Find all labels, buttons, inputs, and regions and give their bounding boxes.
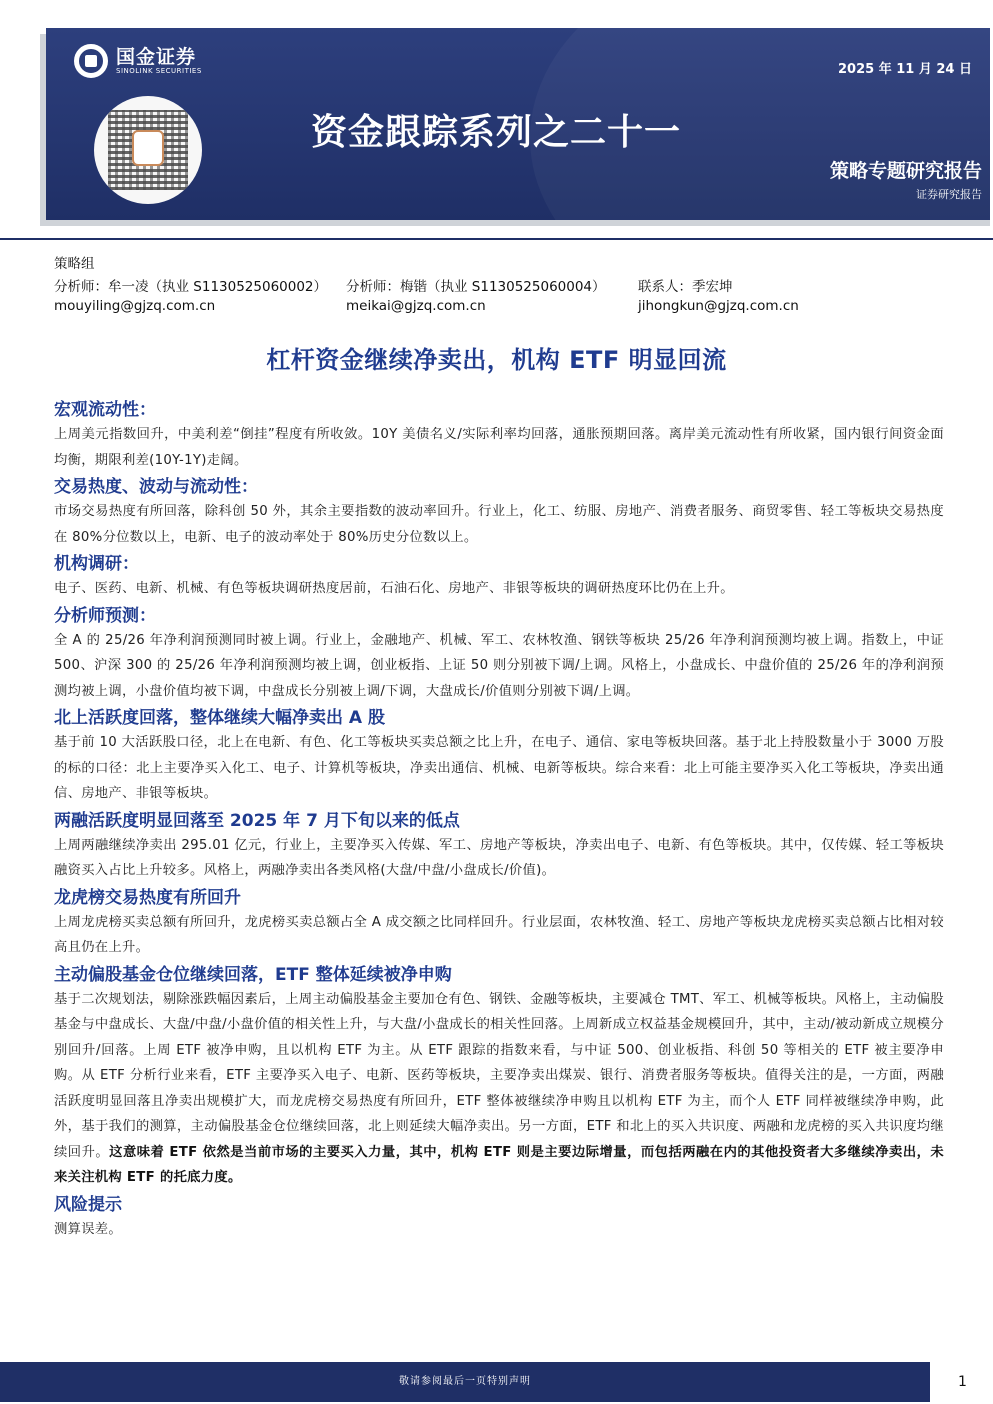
report-subtype: 证券研究报告 [916, 188, 982, 201]
qr-code-icon [94, 96, 202, 204]
section-text: 全 A 的 25/26 年净利润预测同时被上调。行业上，金融地产、机械、军工、农林牧渔、钢铁等板块 25/26 年净利润预测均被上调。指数上，中证 500、沪深 300 的 25/26 年净利润预测均被上调，创业板指、上证 50 则分别被下调/上调。风格上，小盘成长、中盘价值的 25/26 年的净利润预测均被上调，小盘价值均被下调，中盘成长分别被上调/下调，大盘成长/价值则分别被下调/上调。 [54, 632, 944, 699]
main-title: 杠杆资金继续净卖出，机构 ETF 明显回流 [266, 346, 727, 374]
contact-email[interactable]: jihongkun@gjzq.com.cn [638, 297, 799, 314]
analyst-2-email[interactable]: meikai@gjzq.com.cn [346, 297, 486, 314]
report-header [46, 28, 990, 220]
analyst-block [54, 252, 888, 316]
conclusion-text: 这意味着 ETF 依然是当前市场的主要买入力量，其中，机构 ETF 则是主要边际增量，而包括两融在内的其他投资者大多继续净卖出，未来关注机构 ETF 的托底力度。 [54, 1144, 944, 1185]
section-title: 主动偏股基金仓位继续回落，ETF 整体延续被净申购 [54, 964, 452, 985]
analyst-1-email[interactable]: mouyiling@gjzq.com.cn [54, 297, 216, 314]
section-title: 交易热度、波动与流动性： [54, 477, 258, 497]
series-title: 资金跟踪系列之二十一 [311, 112, 682, 153]
section-text-with-conclusion [54, 987, 944, 1191]
report-body [54, 396, 944, 1242]
section-text: 上周两融继续净卖出 295.01 亿元，行业上，主要净买入传媒、军工、房地产等板块，净卖出电子、电新、有色等板块。其中，仅传媒、轻工等板块融资买入占比上升较多。风格上，两融净卖出各类风格(大盘/中盘/小盘成长/价值)。 [54, 837, 944, 878]
section-title: 龙虎榜交易热度有所回升 [54, 887, 241, 908]
section-text: 上周美元指数回升，中美利差“倒挂”程度有所收敛。10Y 美债名义/实际利率均回落，通胀预期回落。离岸美元流动性有所收紧，国内银行间资金面均衡，期限利差(10Y-1Y)走阔。 [54, 427, 944, 468]
section-title: 风险提示 [54, 1194, 122, 1215]
report-date: 2025 年 11 月 24 日 [838, 62, 972, 77]
logo-mark-icon [74, 44, 108, 78]
team-name: 策略组 [54, 256, 95, 272]
contact: 联系人：季宏坤 [638, 278, 733, 295]
section-title: 北上活跃度回落，整体继续大幅净卖出 A 股 [54, 708, 385, 728]
section-title: 宏观流动性： [54, 400, 156, 420]
section-text: 测算误差。 [54, 1221, 122, 1237]
section-title: 分析师预测： [54, 605, 156, 626]
logo-en: SINOLINK SECURITIES [116, 66, 202, 75]
company-logo [74, 44, 202, 78]
section-text: 上周龙虎榜买卖总额有所回升，龙虎榜买卖总额占全 A 成交额之比同样回升。行业层面，农林牧渔、轻工、房地产等板块龙虎榜买卖总额占比相对较高且仍在上升。 [54, 914, 944, 955]
logo-cn: 国金证券 [116, 45, 197, 68]
section-title: 机构调研： [54, 554, 139, 574]
section-text: 市场交易热度有所回落，除科创 50 外，其余主要指数的波动率回升。行业上，化工、纺服、房地产、消费者服务、商贸零售、轻工等板块交易热度在 80%分位数以上，电新、电子的波动率处于 80%历史分位数以上。 [54, 504, 944, 545]
section-text: 基于二次规划法，剔除涨跌幅因素后，上周主动偏股基金主要加仓有色、钢铁、金融等板块，主要减仓 TMT、军工、机械等板块。风格上，主动偏股基金与中盘成长、大盘/中盘/小盘价值的相关性上升，与大盘/小盘成长的相关性回落。上周新成立权益基金规模回升，其中，主动/被动新成立规模分别回升/回落。上周 ETF 被净申购，且以机构 ETF 为主。从 ETF 跟踪的指数来看，与中证 500、创业板指、科创 50 等相关的 ETF 被主要净申购。从 ETF 分析行业来看，ETF 主要净买入电子、电新、医药等板块，主要净卖出煤炭、银行、消费者服务等板块。值得关注的是，一方面，两融活跃度明显回落且净卖出规模扩大，而龙虎榜交易热度有所回升，ETF 整体被继续净申购且以机构 ETF 为主，而个人 ETF 同样被继续净申购，此外，基于我们的测算，主动偏股基金仓位继续回落，北上则延续大幅净卖出。另一方面，ETF 和北上的买入共识度、两融和龙虎榜的买入共识度均继续回升。 [54, 991, 944, 1160]
section-text: 基于前 10 大活跃股口径，北上在电新、有色、化工等板块买卖总额之比上升，在电子、通信、家电等板块回落。基于北上持股数量小于 3000 万股的标的口径：北上主要净买入化工、电子、计算机等板块，净卖出通信、机械、电新等板块。综合来看：北上可能主要净买入化工等板块，净卖出通信、房地产、非银等板块。 [54, 735, 944, 801]
header-divider [0, 238, 993, 240]
footer-disclaimer[interactable]: 敬请参阅最后一页特别声明 [0, 1362, 930, 1402]
analyst-1: 分析师：牟一凌（执业 S1130525060002） [54, 278, 328, 295]
report-type: 策略专题研究报告 [829, 160, 982, 182]
analyst-2: 分析师：梅锴（执业 S1130525060004） [346, 278, 606, 295]
page-number: 1 [958, 1374, 967, 1390]
section-text: 电子、医药、电新、机械、有色等板块调研热度居前，石油石化、房地产、非银等板块的调研热度环比仍在上升。 [54, 581, 734, 596]
section-title: 两融活跃度明显回落至 2025 年 7 月下旬以来的低点 [54, 810, 460, 831]
